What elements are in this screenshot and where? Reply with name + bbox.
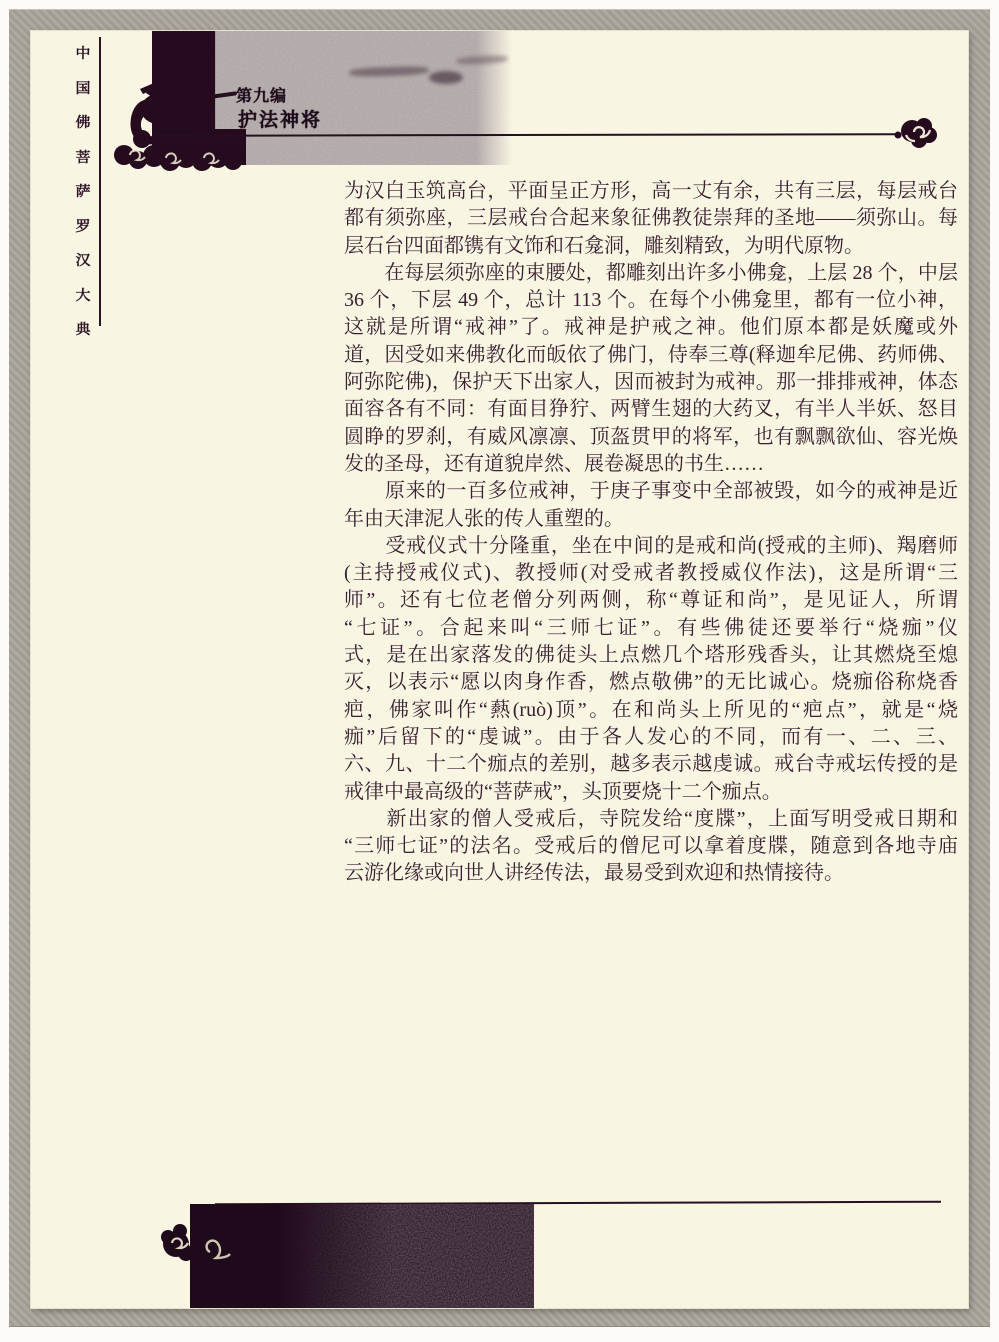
- footer-block-noise: [276, 1204, 534, 1308]
- body-line: 戒律中最高级的“菩萨戒”，头顶要烧十二个痂点。: [344, 780, 782, 803]
- body-line: (主持授戒仪式)、教授师(对受戒者教授威仪作法)，这是所谓“三: [344, 562, 958, 585]
- body-line: 云游化缘或向世人讲经传法，最易受到欢迎和热情接待。: [344, 862, 844, 885]
- chapter-number: 第九编: [236, 88, 288, 105]
- body-line: 式，是在出家落发的佛徒头上点燃几个塔形残香头，让其燃烧至熄: [344, 644, 958, 667]
- body-line: 原来的一百多位戒神，于庚子事变中全部被毁，如今的戒神是近: [344, 480, 958, 503]
- body-line: 都有须弥座，三层戒台合起来象征佛教徒崇拜的圣地——须弥山。每: [344, 207, 958, 230]
- cloud-scroll-icon: [158, 1222, 258, 1272]
- book-page: [31, 31, 968, 1308]
- body-line: “三师七证”的法名。受戒后的僧尼可以拿着度牒，随意到各地寺庙: [344, 835, 958, 858]
- body-line: 阿弥陀佛)，保护天下出家人，因而被封为戒神。那一排排戒神，体态: [344, 371, 958, 394]
- cloud-scroll-icon: [892, 113, 940, 151]
- body-line: 痂”后留下的“虔诚”。由于各人发心的不同，而有一、二、三、: [344, 725, 958, 748]
- body-text: [344, 178, 958, 888]
- body-line: 在每层须弥座的束腰处，都雕刻出许多小佛龛，上层 28 个，中层: [344, 261, 958, 284]
- body-line: 六、九、十二个痂点的差别，越多表示越虔诚。戒台寺戒坛传授的是: [344, 753, 958, 776]
- body-line: 面容各有不同：有面目狰狞、两臂生翅的大药叉，有半人半妖、怒目: [344, 398, 958, 421]
- body-line: 圆睁的罗刹，有威风凛凛、顶盔贯甲的将军，也有飘飘欲仙、容光焕: [344, 425, 958, 448]
- book-title-char: 萨: [75, 184, 91, 200]
- book-title-char: 大: [75, 287, 91, 304]
- book-title-char: 菩: [75, 149, 91, 166]
- book-title-char: 汉: [75, 253, 91, 269]
- body-line: 疤，佛家叫作“爇(ruò)顶”。在和尚头上所见的“疤点”，就是“烧: [344, 698, 958, 721]
- body-line: 发的圣母，还有道貌岸然、展卷凝思的书生……: [344, 452, 764, 475]
- book-title-char: 典: [75, 322, 91, 338]
- book-title-char: 国: [75, 80, 91, 97]
- chapter-title: 护法神将: [238, 110, 323, 131]
- header-rule: [153, 133, 901, 137]
- book-title-vertical: [74, 47, 92, 338]
- body-line: 36 个，下层 49 个，总计 113 个。在每个小佛龛里，都有一位小神，: [344, 289, 958, 312]
- body-line: 年由天津泥人张的传人重塑的。: [344, 507, 624, 530]
- book-title-char: 罗: [75, 218, 91, 235]
- dragon-cloud-icon: [100, 43, 250, 171]
- body-line: “七证”。合起来叫“三师七证”。有些佛徒还要举行“烧痂”仪: [344, 616, 958, 639]
- body-line: 灭，以表示“愿以肉身作香，燃点敬佛”的无比诚心。烧痂俗称烧香: [344, 671, 958, 694]
- scan-smudge: [429, 71, 463, 84]
- body-line: 受戒仪式十分隆重，坐在中间的是戒和尚(授戒的主师)、羯磨师: [344, 534, 958, 557]
- body-line: 为汉白玉筑高台，平面呈正方形，高一丈有余，共有三层，每层戒台: [344, 180, 958, 202]
- body-line: 师”。还有七位老僧分列两侧，称“尊证和尚”，是见证人，所谓: [344, 589, 958, 612]
- body-line: 新出家的僧人受戒后，寺院发给“度牒”，上面写明受戒日期和: [344, 807, 958, 830]
- book-title-char: 中: [75, 46, 91, 62]
- body-line: 道，因受如来佛教化而皈依了佛门，侍奉三尊(释迦牟尼佛、药师佛、: [344, 343, 958, 366]
- book-title-char: 佛: [75, 115, 91, 131]
- body-line: 这就是所谓“戒神”了。戒神是护戒之神。他们原本都是妖魔或外: [344, 316, 958, 339]
- body-line: 层石台四面都镌有文饰和石龛洞，雕刻精致，为明代原物。: [344, 234, 864, 257]
